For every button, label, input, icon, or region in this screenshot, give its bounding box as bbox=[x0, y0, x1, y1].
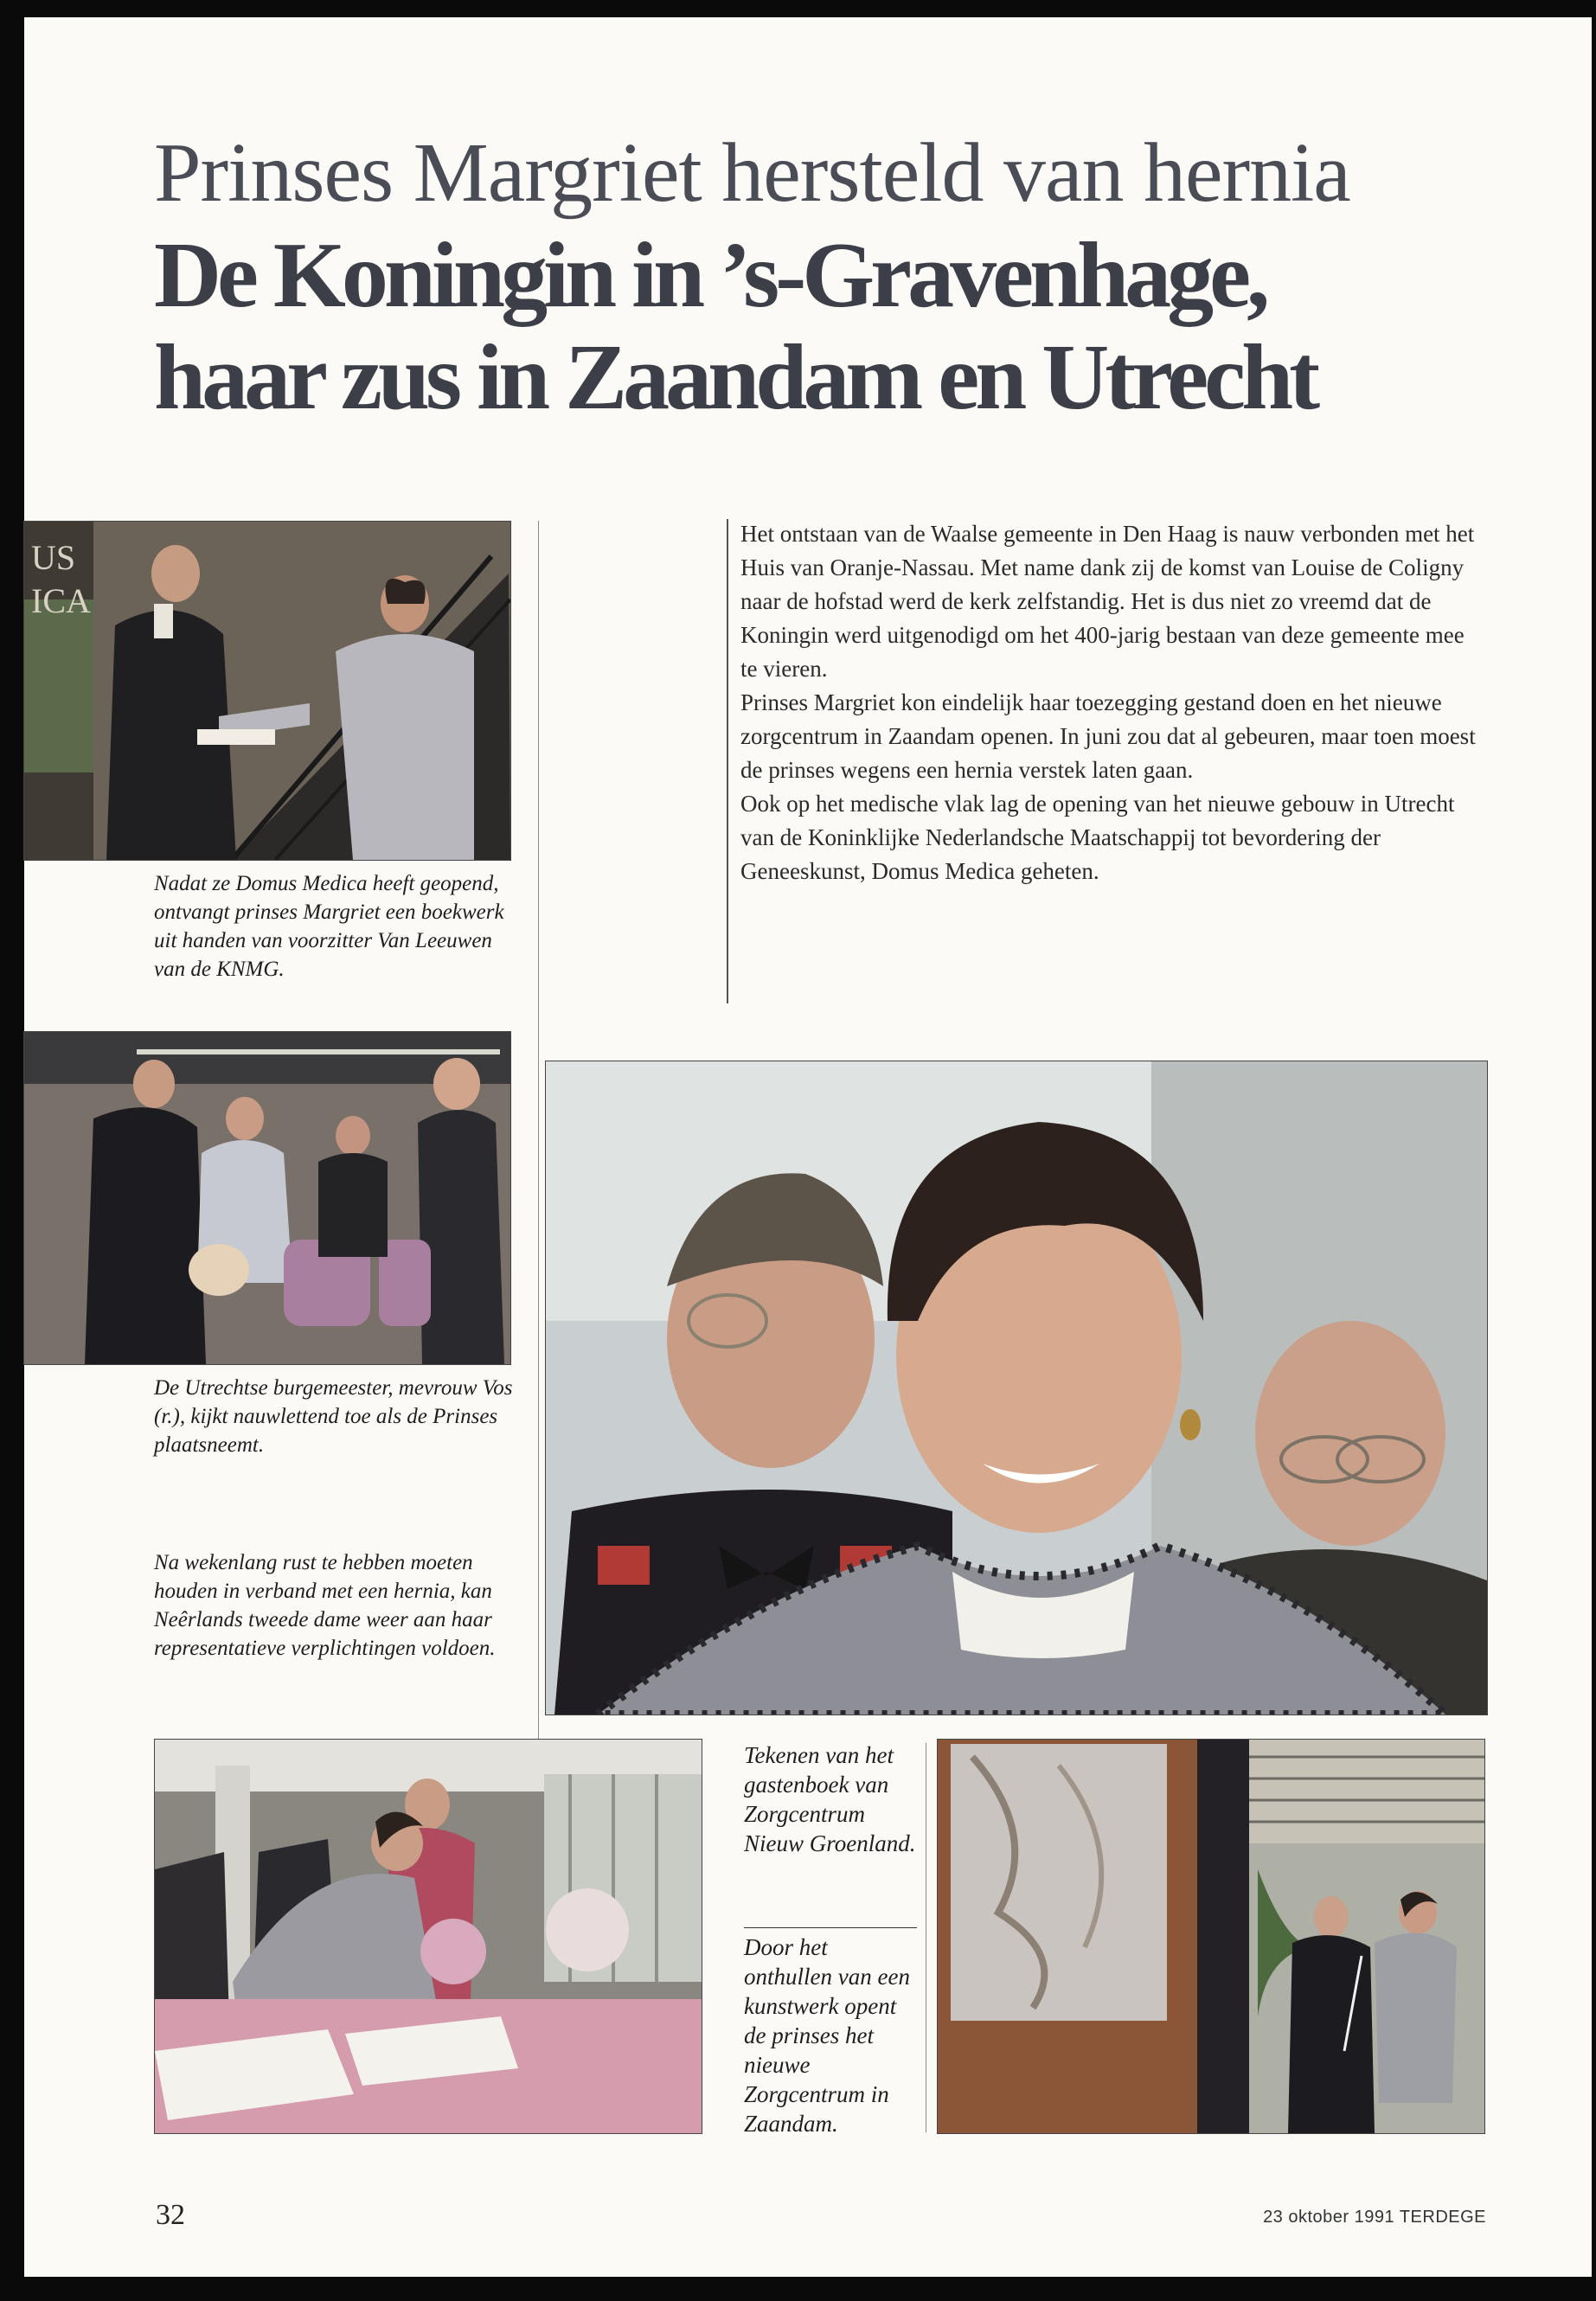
article-paragraph-3: Ook op het medische vlak lag de opening van het nieuwe gebouw in Utrecht van de Koninklijke Nederlandsche Maatschappij tot bevordering der Geneeskunst, Domus Medica geheten. bbox=[740, 791, 1455, 884]
caption-artwork: Door het onthullen van een kunstwerk opent de prinses het nieuwe Zorgcentrum in Zaandam. bbox=[744, 1934, 910, 2137]
page-number: 32 bbox=[156, 2199, 185, 2231]
photo-guestbook bbox=[154, 1739, 702, 2134]
footer-date-publication: 23 oktober 1991 TERDEGE bbox=[1263, 2208, 1486, 2227]
headline bbox=[154, 225, 1452, 429]
headline-line-2: haar zus in Zaandam en Utrecht bbox=[154, 326, 1317, 429]
article-paragraph-1: Het ontstaan van de Waalse gemeente in Den Haag is nauw verbonden met het Huis van Oranje-Nassau. Met name dank zij de komst van Louise de Coligny naar de hofstad werd de kerk zelfstandig. Het is dus niet zo vreemd dat de Koningin werd uitgenodigd om het 400-jarig bestaan van deze gemeente mee te vieren. bbox=[740, 521, 1475, 682]
article-body bbox=[740, 517, 1484, 888]
caption-utrecht-mayor: De Utrechtse burgemeester, mevrouw Vos (r.), kijkt nauwlettend toe als de Prinses plaatsneemt. bbox=[154, 1376, 513, 1457]
magazine-page bbox=[24, 17, 1592, 2277]
caption-domus-medica: Nadat ze Domus Medica heeft geopend, ontvangt prinses Margriet een boekwerk uit handen van voorzitter Van Leeuwen van de KNMG. bbox=[154, 872, 504, 981]
caption-guestbook: Tekenen van het gastenboek van Zorgcentrum Nieuw Groenland. bbox=[744, 1742, 916, 1856]
photo-portrait-princess bbox=[545, 1061, 1488, 1715]
column-divider-left bbox=[538, 521, 539, 1739]
photo-audience bbox=[23, 1031, 511, 1365]
article-rule bbox=[727, 519, 728, 1003]
caption-divider bbox=[744, 1927, 917, 1928]
headline-line-1: De Koningin in ’s-Gravenhage, bbox=[154, 224, 1266, 327]
kicker-title: Prinses Margriet hersteld van hernia bbox=[154, 126, 1350, 220]
photo-handshake bbox=[23, 521, 511, 861]
article-paragraph-2: Prinses Margriet kon eindelijk haar toezegging gestand doen en het nieuwe zorgcentrum in Zaandam openen. In juni zou dat al gebeuren, maar toen moest de prinses wegens een hernia verstek laten gaan. bbox=[740, 689, 1476, 783]
photo-artwork-unveiling bbox=[937, 1739, 1485, 2134]
sign-text-1: US bbox=[31, 538, 76, 577]
caption-rest: Na wekenlang rust te hebben moeten houden in verband met een hernia, kan Neêrlands tweede dame weer aan haar representatieve verplichtingen voldoen. bbox=[154, 1551, 496, 1660]
sign-text-2: ICA bbox=[31, 581, 91, 620]
